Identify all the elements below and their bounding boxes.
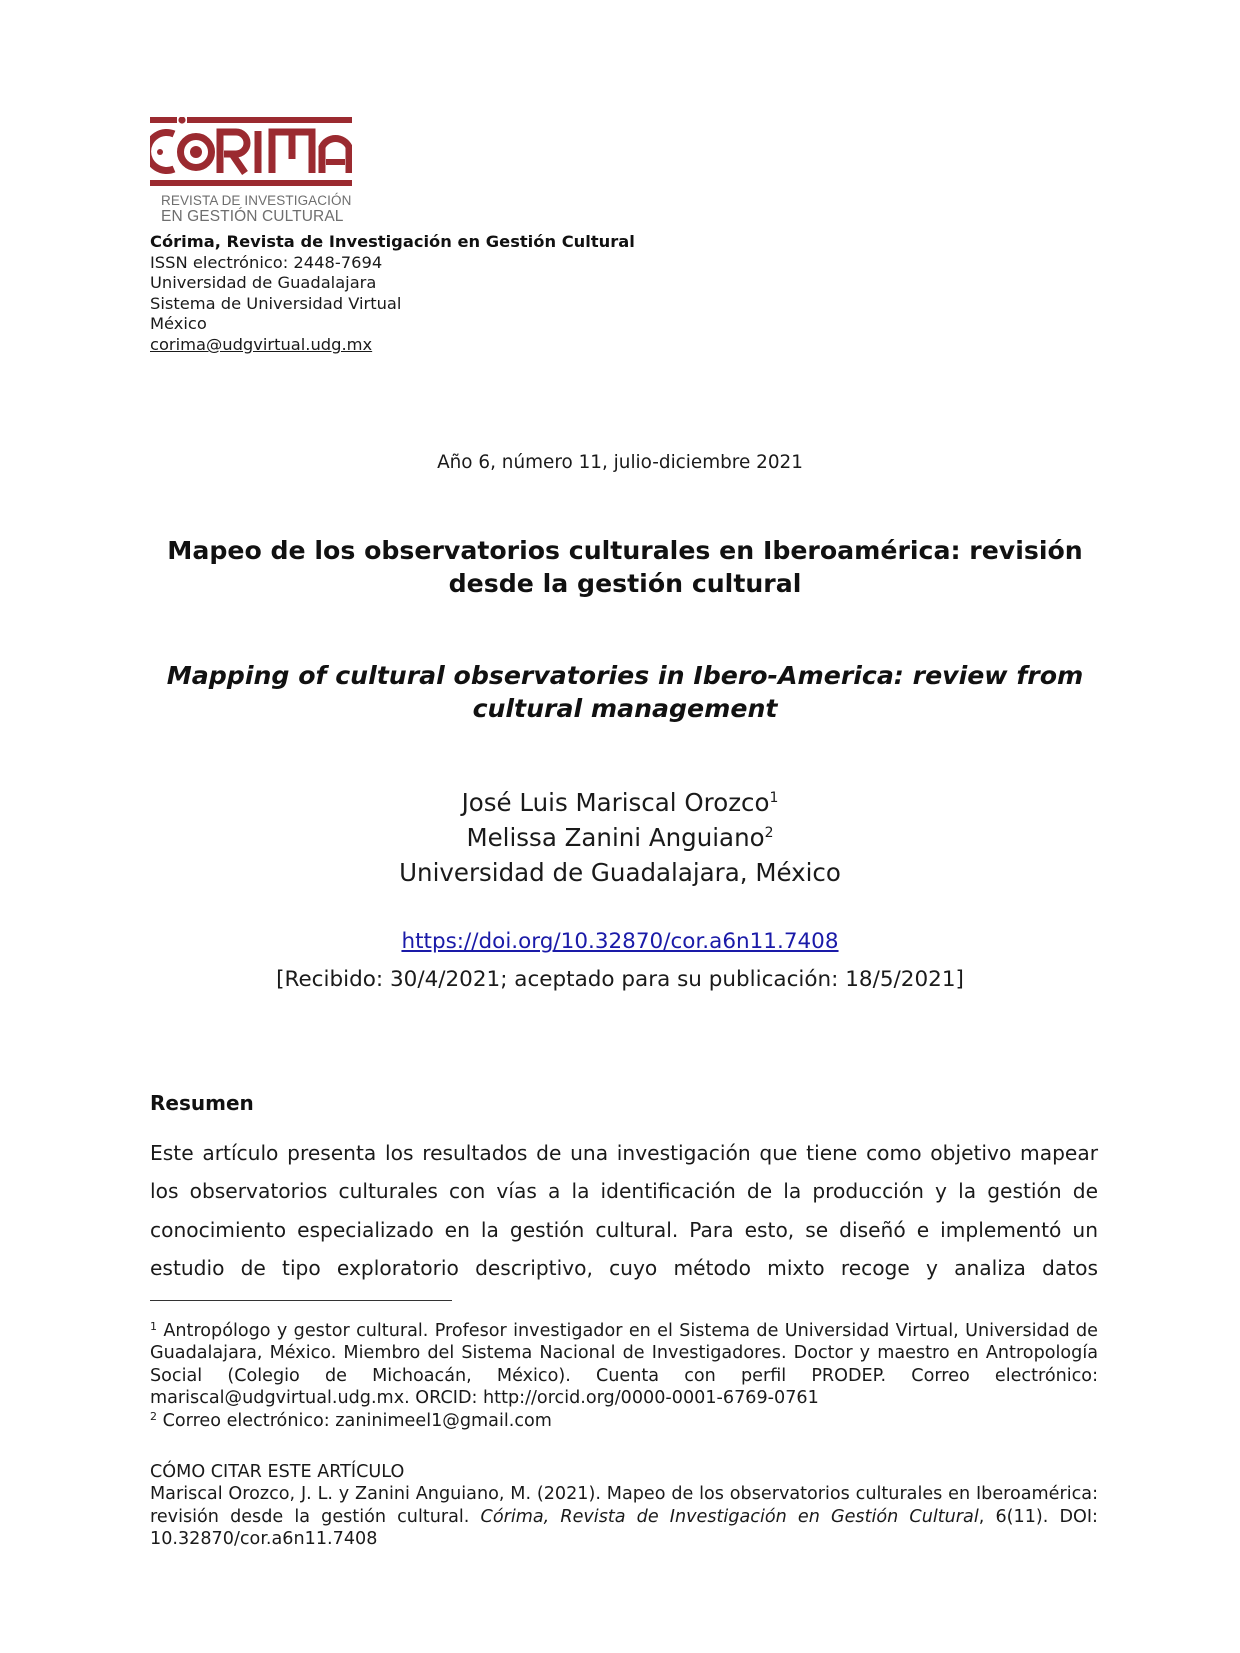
abstract-heading: Resumen [150, 1091, 254, 1115]
journal-email-link[interactable]: corima@udgvirtual.udg.mx [150, 334, 373, 354]
title-en-line1: Mapping of cultural observatories in Ibero-America: review from [166, 661, 1084, 690]
footnotes [150, 1320, 1098, 1432]
journal-system: Sistema de Universidad Virtual [150, 293, 402, 313]
journal-info [150, 232, 635, 356]
article-title-spanish [150, 534, 1100, 600]
title-es-line2: desde la gestión cultural [448, 569, 802, 598]
author-2 [0, 820, 1240, 855]
logo-subtitle-line1: REVISTA DE INVESTIGACIÓN [161, 193, 352, 208]
footnote-text: Correo electrónico: zaninimeel1@gmail.com [162, 1410, 552, 1431]
journal-issn: ISSN electrónico: 2448-7694 [150, 252, 383, 272]
issue-info: Año 6, número 11, julio-diciembre 2021 [437, 452, 803, 473]
footnote-marker: 1 [150, 1320, 157, 1333]
citation-part1: Mariscal Orozco, J. L. y Zanini Anguiano, M. (2021). Mapeo de los observatorios culturales en Iberoamérica: revisión desde la gestión cultural. [150, 1484, 1098, 1527]
abstract-body [150, 1134, 1098, 1287]
footnote-2 [150, 1410, 1098, 1432]
footnote-text: Antropólogo y gestor cultural. Profesor investigador en el Sistema de Universidad Virtual, Universidad de Guadalajara, México. Miembro del Sistema Nacional de Investigadores. Doctor y maestro en Antropología Social (Colegio de Michoacán, México). Cuenta con perfil PRODEP. Correo electrónico: mariscal@udgvirtual.udg.mx. ORCID: http://orcid.org/0000-0001-6769-0761 [150, 1321, 1099, 1409]
abstract-line: estudio de tipo exploratorio descriptivo, cuyo método mixto recoge y analiza datos [150, 1255, 1098, 1280]
doi-link[interactable]: https://doi.org/10.32870/cor.a6n11.7408 [401, 929, 839, 954]
author-1 [0, 785, 1240, 820]
journal-name: Córima, Revista de Investigación en Gestión Cultural [150, 232, 635, 251]
logo-subtitle-line2: EN GESTIÓN CULTURAL [161, 208, 344, 225]
journal-university: Universidad de Guadalajara [150, 273, 377, 293]
doi-line [0, 929, 1240, 954]
citation-part2: , 6(11). DOI: 10.32870/cor.a6n11.7408 [150, 1506, 1098, 1550]
author-block [0, 785, 1240, 890]
corima-wordmark-icon [150, 117, 352, 189]
citation-heading: CÓMO CITAR ESTE ARTÍCULO [150, 1462, 405, 1482]
author-name: José Luis Mariscal Orozco [461, 788, 770, 817]
citation-text [150, 1483, 1098, 1550]
footnote-ref[interactable]: 1 [769, 790, 779, 806]
footnote-marker: 2 [150, 1409, 157, 1423]
abstract-line: Este artículo presenta los resultados de una investigación que tiene como objetivo mapear [150, 1141, 1098, 1165]
abstract-line: conocimiento especializado en la gestión cultural. Para esto, se diseñó e implementó un [150, 1217, 1098, 1242]
title-es-line1: Mapeo de los observatorios culturales en Iberoamérica: revisión [167, 536, 1083, 565]
article-title-english [150, 659, 1100, 725]
footnote-separator [150, 1300, 452, 1301]
footnote-ref[interactable]: 2 [764, 825, 774, 841]
received-dates: [Recibido: 30/4/2021; aceptado para su publicación: 18/5/2021] [276, 967, 964, 992]
footnote-1 [150, 1320, 1098, 1410]
citation-journal: Córima, Revista de Investigación en Gestión Cultural [480, 1506, 979, 1527]
author-name: Melissa Zanini Anguiano [466, 823, 765, 852]
affiliation: Universidad de Guadalajara, México [399, 858, 841, 887]
title-en-line2: cultural management [472, 694, 778, 723]
journal-country: México [150, 314, 207, 334]
logo-subtitle [161, 193, 351, 225]
abstract-line: los observatorios culturales con vías a la identificación de la producción y la gestión de [150, 1179, 1098, 1204]
citation-block [150, 1461, 1098, 1551]
